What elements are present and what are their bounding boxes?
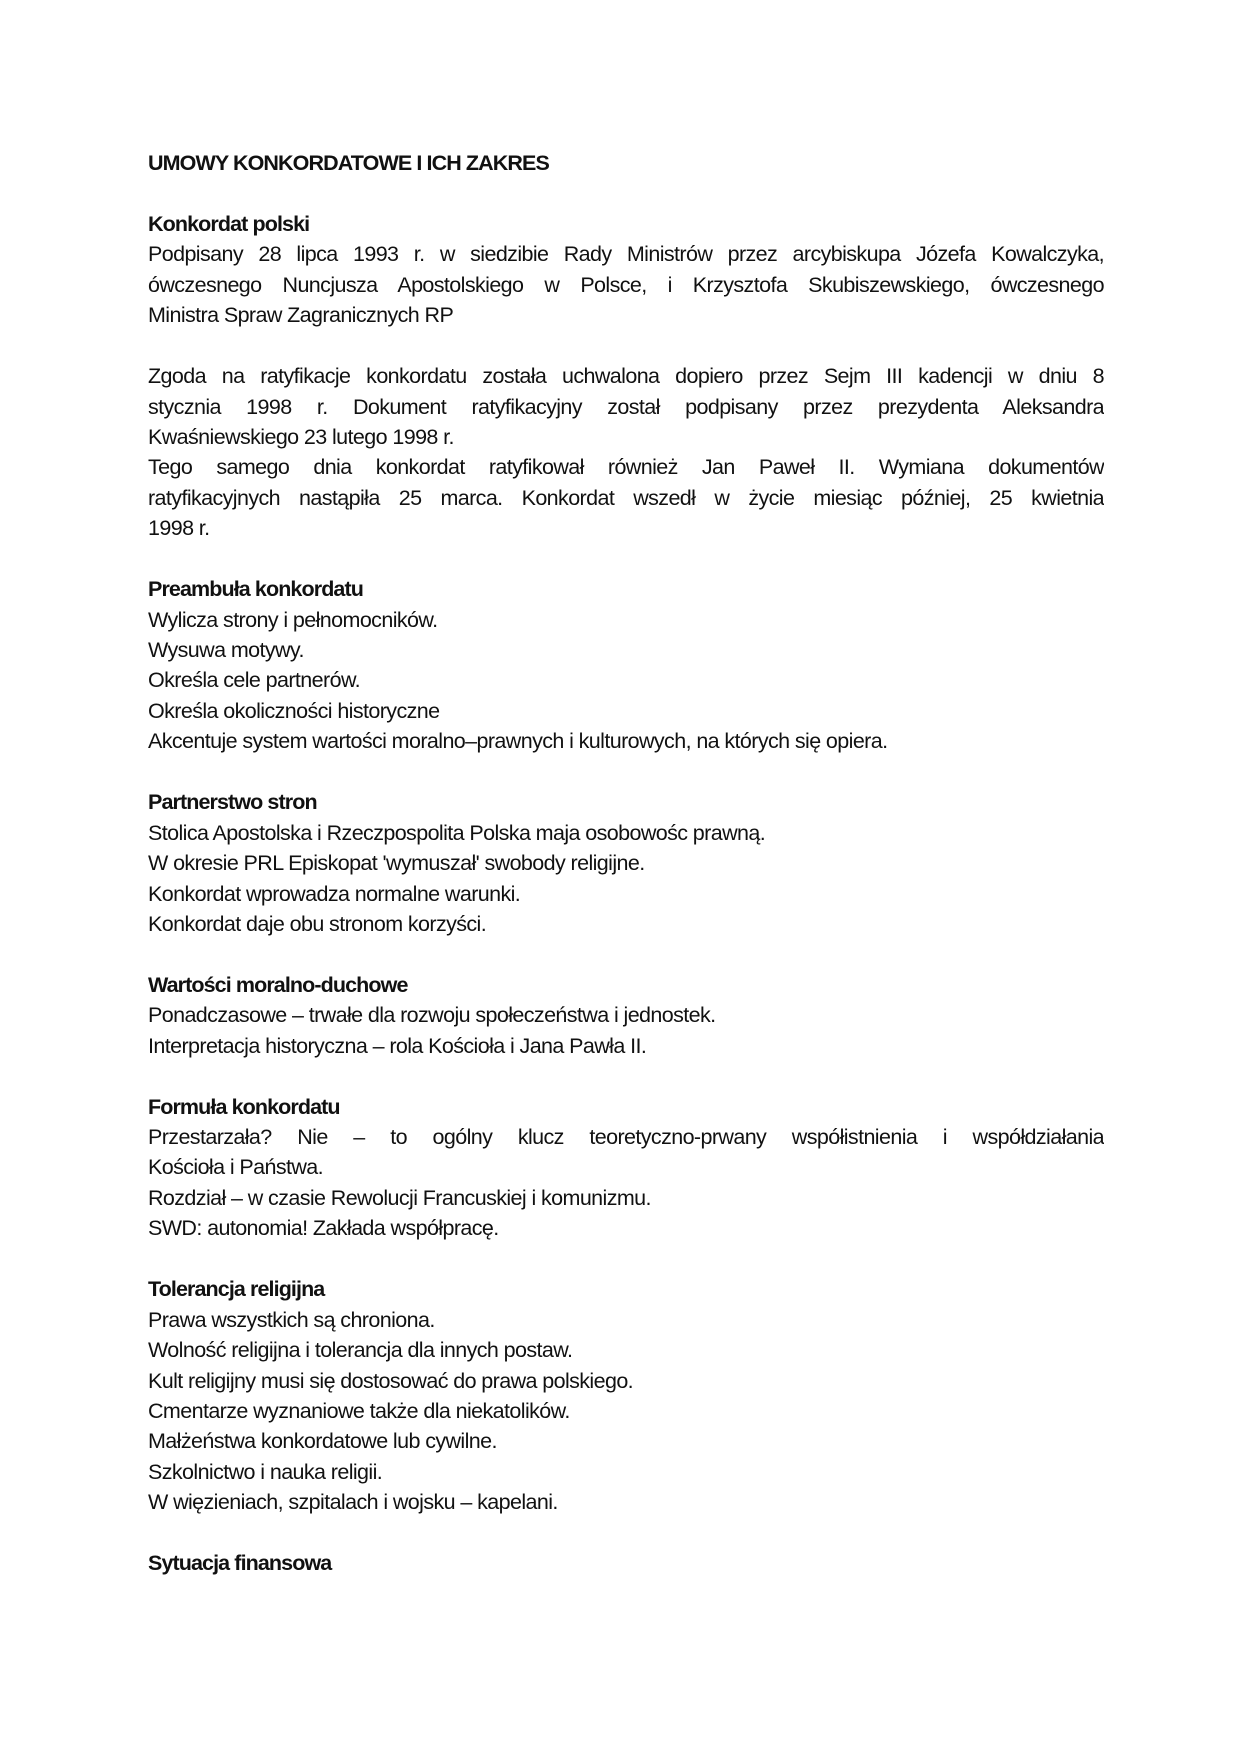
section-heading: Sytuacja finansowa <box>148 1551 332 1576</box>
blank-line <box>148 544 1104 574</box>
section-heading: Konkordat polski <box>148 211 310 236</box>
text-line: Małżeństwa konkordatowe lub cywilne. <box>148 1429 497 1454</box>
text-line: Konkordat wprowadza normalne warunki. <box>148 881 521 906</box>
text-line: Ministra Spraw Zagranicznych RP <box>148 303 454 328</box>
text-line: Ponadczasowe – trwałe dla rozwoju społeczeństwa i jednostek. <box>148 1003 716 1028</box>
document-title: UMOWY KONKORDATOWE I ICH ZAKRES <box>148 151 549 175</box>
blank-line <box>148 1244 1104 1274</box>
text-line: W okresie PRL Episkopat 'wymuszał' swobody religijne. <box>148 851 645 876</box>
text-line: Kult religijny musi się dostosować do prawa polskiego. <box>148 1368 634 1393</box>
blank-line <box>148 1518 1104 1548</box>
section <box>148 1274 1104 1548</box>
section-heading: Partnerstwo stron <box>148 790 317 815</box>
text-line: SWD: autonomia! Zakłada współpracę. <box>148 1216 499 1241</box>
document-sections <box>148 209 1104 1579</box>
blank-line <box>148 331 1104 361</box>
text-line: W więzieniach, szpitalach i wojsku – kapelani. <box>148 1490 558 1515</box>
text-line: stycznia 1998 r. Dokument ratyfikacyjny został podpisany przez prezydenta Aleksandra <box>148 394 1104 419</box>
section <box>148 574 1104 787</box>
text-line: 1998 r. <box>148 516 210 541</box>
text-line: Szkolnictwo i nauka religii. <box>148 1459 383 1484</box>
section-heading: Formuła konkordatu <box>148 1094 340 1119</box>
text-line: Stolica Apostolska i Rzeczpospolita Polska maja osobowośc prawną. <box>148 820 766 845</box>
blank-line <box>148 939 1104 969</box>
text-line: Określa okoliczności historyczne <box>148 698 440 723</box>
blank-line <box>148 1061 1104 1091</box>
section-heading: Wartości moralno-duchowe <box>148 972 408 997</box>
section-heading: Preambuła konkordatu <box>148 577 363 602</box>
text-line: Wysuwa motywy. <box>148 638 304 662</box>
section <box>148 970 1104 1092</box>
text-line: ówczesnego Nuncjusza Apostolskiego w Polsce, i Krzysztofa Skubiszewskiego, ówczesnego <box>148 272 1104 297</box>
text-line: Konkordat daje obu stronom korzyści. <box>148 911 487 936</box>
blank-line <box>148 178 1104 208</box>
text-line: Tego samego dnia konkordat ratyfikował również Jan Paweł II. Wymiana dokumentów <box>148 455 1104 480</box>
blank-line <box>148 757 1104 787</box>
text-line: Cmentarze wyznaniowe także dla niekatolików. <box>148 1398 570 1423</box>
text-line: Wylicza strony i pełnomocników. <box>148 607 438 632</box>
text-line: Kwaśniewskiego 23 lutego 1998 r. <box>148 424 454 449</box>
text-line: Interpretacja historyczna – rola Kościoła i Jana Pawła II. <box>148 1033 647 1058</box>
section-heading: Tolerancja religijna <box>148 1277 325 1302</box>
text-line: Podpisany 28 lipca 1993 r. w siedzibie Rady Ministrów przez arcybiskupa Józefa Kowalczyka, <box>148 242 1104 267</box>
section <box>148 209 1104 574</box>
section <box>148 787 1104 970</box>
text-line: Rozdział – w czasie Rewolucji Francuskiej i komunizmu. <box>148 1185 651 1210</box>
text-line: Wolność religijna i tolerancja dla innych postaw. <box>148 1338 573 1363</box>
text-line: Określa cele partnerów. <box>148 668 361 693</box>
text-line: Przestarzała? Nie – to ogólny klucz teoretyczno-prwany współistnienia i współdziałania <box>148 1125 1104 1149</box>
document-page <box>148 148 1104 1579</box>
text-line: ratyfikacyjnych nastąpiła 25 marca. Konkordat wszedł w życie miesiąc później, 25 kwietnia <box>148 485 1104 510</box>
text-line: Prawa wszystkich są chroniona. <box>148 1307 435 1332</box>
section <box>148 1092 1104 1275</box>
text-line: Kościoła i Państwa. <box>148 1155 324 1180</box>
text-line: Zgoda na ratyfikacje konkordatu została uchwalona dopiero przez Sejm III kadencji w dniu 8 <box>148 364 1104 389</box>
section <box>148 1548 1104 1578</box>
text-line: Akcentuje system wartości moralno–prawnych i kulturowych, na których się opiera. <box>148 729 888 754</box>
